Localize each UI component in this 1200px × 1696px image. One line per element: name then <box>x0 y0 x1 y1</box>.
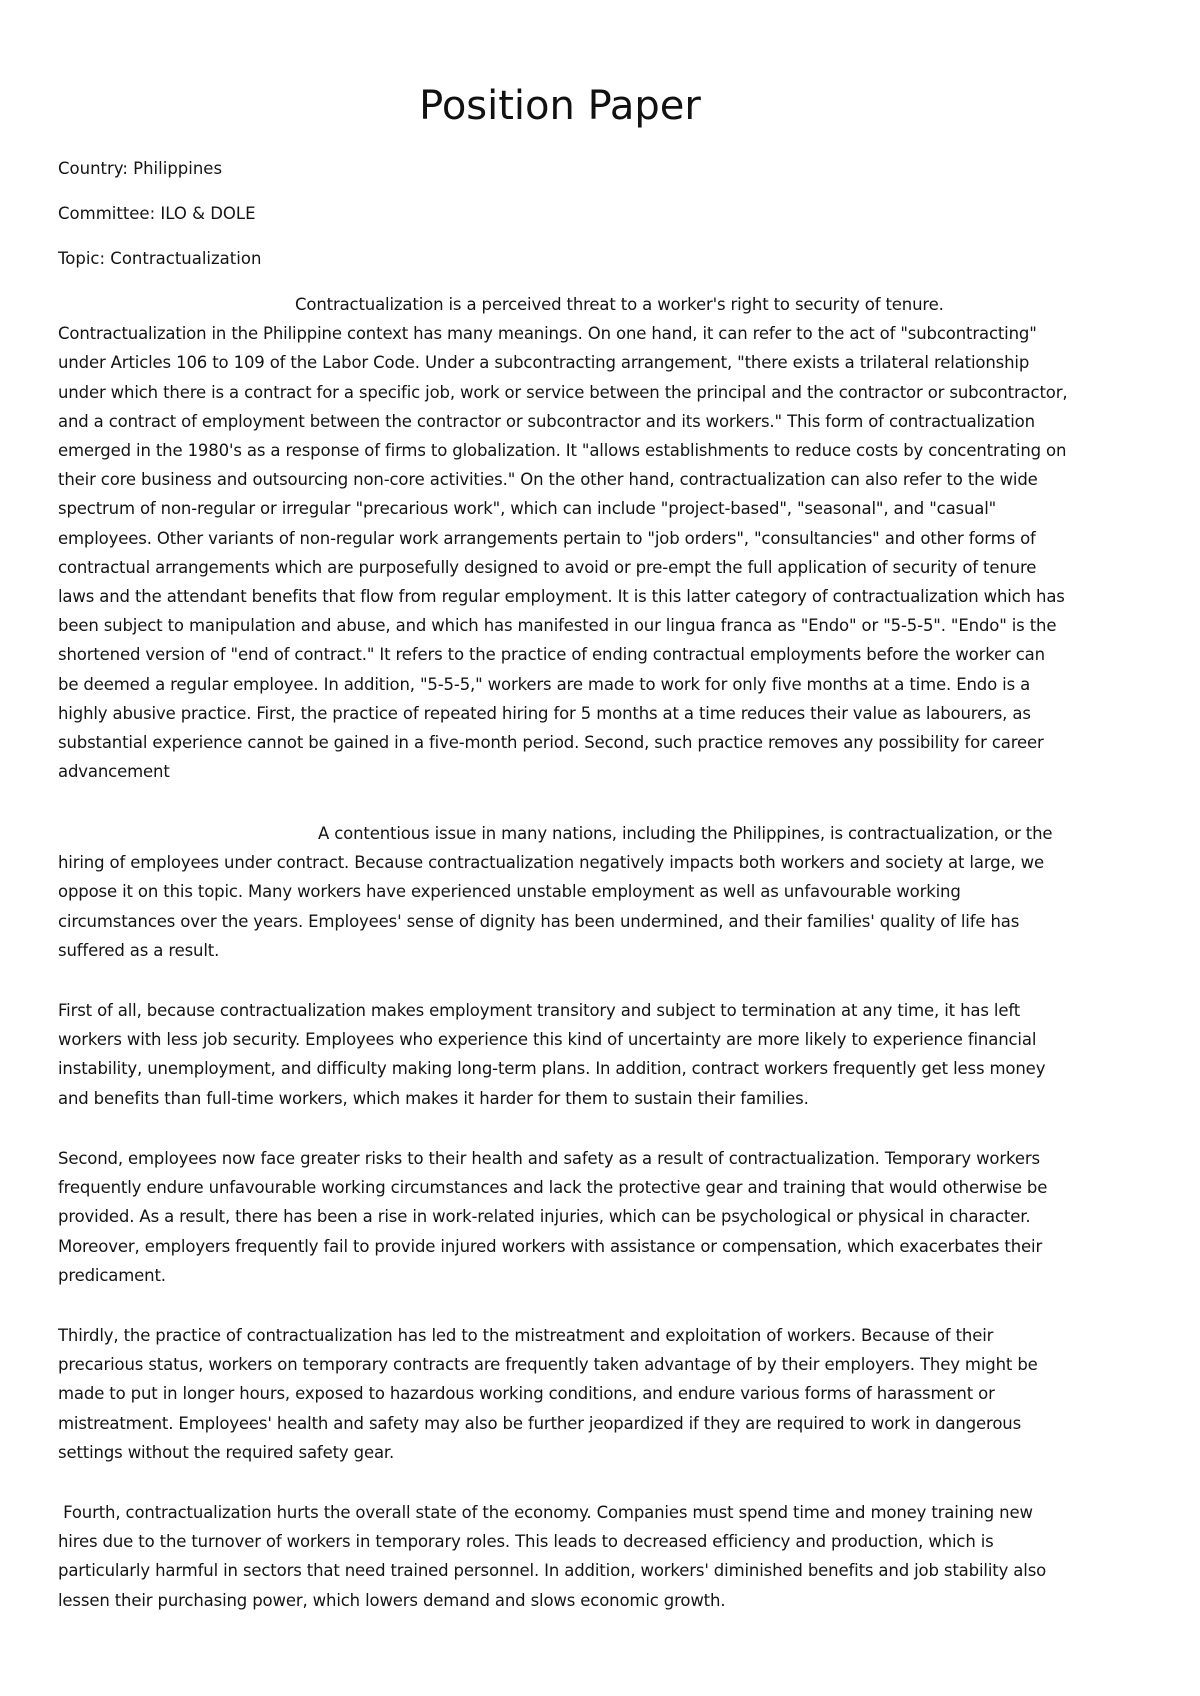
paragraph-line: Moreover, employers frequently fail to provide injured workers with assistance or compensation, which exacerbates their <box>58 1236 1043 1256</box>
country-line: Country: Philippines <box>58 159 223 178</box>
paragraph-line: suffered as a result. <box>58 940 220 960</box>
page-title: Position Paper <box>419 83 701 129</box>
paragraph-line: advancement <box>58 762 170 782</box>
paragraph-2 <box>58 819 1193 965</box>
paragraph-line: workers with less job security. Employees who experience this kind of uncertainty are more likely to experience financial <box>58 1030 1037 1050</box>
paragraph-line: made to put in longer hours, exposed to hazardous working conditions, and endure various forms of harassment or <box>58 1384 995 1404</box>
paragraph-line: settings without the required safety gear. <box>58 1442 395 1462</box>
paragraph-4 <box>58 1144 1193 1290</box>
paragraph-line: hiring of employees under contract. Because contractualization negatively impacts both workers and society at large, we <box>58 853 1045 873</box>
paragraph-line: frequently endure unfavourable working circumstances and lack the protective gear and training that would otherwise be <box>58 1178 1048 1198</box>
paragraph-line: Second, employees now face greater risks to their health and safety as a result of contractualization. Temporary workers <box>58 1149 1040 1168</box>
paragraph-line: precarious status, workers on temporary contracts are frequently taken advantage of by their employers. They might be <box>58 1355 1038 1375</box>
paragraph-1 <box>58 290 1193 786</box>
paragraph-line: Contractualization is a perceived threat to a worker's right to security of tenure. <box>295 295 944 314</box>
paragraph-line: under Articles 106 to 109 of the Labor Code. Under a subcontracting arrangement, "there exists a trilateral relationship <box>58 353 1030 373</box>
committee-line: Committee: ILO & DOLE <box>58 204 256 223</box>
paragraph-6 <box>58 1498 1193 1615</box>
paragraph-line: Thirdly, the practice of contractualization has led to the mistreatment and exploitation of workers. Because of their <box>58 1326 994 1345</box>
paragraph-line: shortened version of "end of contract." It refers to the practice of ending contractual employments before the worker can <box>58 645 1045 665</box>
paragraph-line: their core business and outsourcing non-core activities." On the other hand, contractualization can also refer to the wide <box>58 470 1038 490</box>
paragraph-line: be deemed a regular employee. In addition, "5-5-5," workers are made to work for only five months at a time. Endo is a <box>58 674 1031 694</box>
paragraph-line: highly abusive practice. First, the practice of repeated hiring for 5 months at a time reduces their value as labourers, as <box>58 703 1031 723</box>
paragraph-3 <box>58 996 1193 1113</box>
paragraph-line: lessen their purchasing power, which lowers demand and slows economic growth. <box>58 1590 726 1610</box>
paragraph-line: predicament. <box>58 1265 166 1285</box>
paragraph-line: circumstances over the years. Employees' sense of dignity has been undermined, and their families' quality of life has <box>58 911 1020 931</box>
paragraph-line: and a contract of employment between the contractor or subcontractor and its workers." This form of contractualization <box>58 411 1035 431</box>
paragraph-line: hires due to the turnover of workers in temporary roles. This leads to decreased efficiency and production, which is <box>58 1532 994 1552</box>
paragraph-line: under which there is a contract for a specific job, work or service between the principal and the contractor or subcontractor, <box>58 382 1068 402</box>
paragraph-line: spectrum of non-regular or irregular "precarious work", which can include "project-based", "seasonal", and "casual" <box>58 499 997 519</box>
paragraph-line: oppose it on this topic. Many workers have experienced unstable employment as well as unfavourable working <box>58 882 961 902</box>
paragraph-line: mistreatment. Employees' health and safety may also be further jeopardized if they are required to work in dangerous <box>58 1413 1022 1433</box>
paragraph-line: particularly harmful in sectors that need trained personnel. In addition, workers' diminished benefits and job stability also <box>58 1561 1047 1581</box>
paragraph-line: Contractualization in the Philippine context has many meanings. On one hand, it can refer to the act of "subcontracting" <box>58 324 1037 344</box>
paragraph-5 <box>58 1321 1193 1467</box>
paragraph-line: provided. As a result, there has been a rise in work-related injuries, which can be psychological or physical in character. <box>58 1207 1031 1227</box>
paragraph-line: substantial experience cannot be gained in a five-month period. Second, such practice removes any possibility for career <box>58 733 1044 753</box>
paragraph-line: instability, unemployment, and difficulty making long-term plans. In addition, contract workers frequently get less money <box>58 1059 1046 1079</box>
paragraph-line: First of all, because contractualization makes employment transitory and subject to termination at any time, it has left <box>58 1001 1021 1020</box>
paragraph-line: been subject to manipulation and abuse, and which has manifested in our lingua franca as "Endo" or "5-5-5". "Endo" is the <box>58 616 1057 636</box>
paragraph-line: laws and the attendant benefits that flow from regular employment. It is this latter category of contractualization which has <box>58 587 1065 607</box>
paragraph-line: contractual arrangements which are purposefully designed to avoid or pre-empt the full application of security of tenure <box>58 557 1037 577</box>
paragraph-line: employees. Other variants of non-regular work arrangements pertain to "job orders", "consultancies" and other forms of <box>58 528 1036 548</box>
topic-line: Topic: Contractualization <box>58 249 262 268</box>
paragraph-line: Fourth, contractualization hurts the overall state of the economy. Companies must spend time and money training new <box>58 1503 1033 1522</box>
paragraph-line: A contentious issue in many nations, including the Philippines, is contractualization, or the <box>318 824 1053 843</box>
paragraph-line: and benefits than full-time workers, which makes it harder for them to sustain their families. <box>58 1088 809 1108</box>
paragraph-line: emerged in the 1980's as a response of firms to globalization. It "allows establishments to reduce costs by concentrating on <box>58 441 1067 461</box>
